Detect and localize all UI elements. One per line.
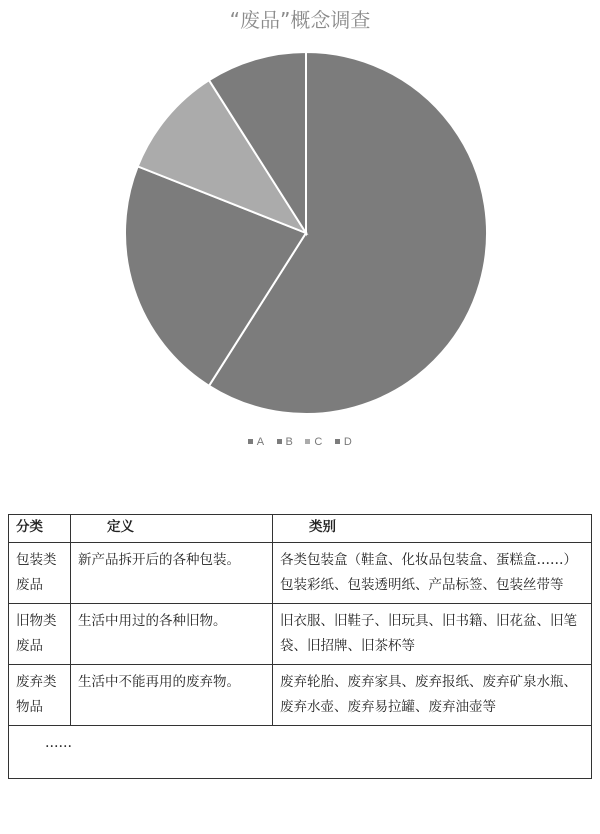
header-types: 类别 — [273, 515, 592, 543]
legend-swatch — [305, 439, 310, 444]
chart-legend — [0, 436, 600, 448]
legend-label: D — [343, 436, 353, 448]
row-category: 旧物类废品 — [9, 604, 71, 665]
table-row — [9, 543, 592, 604]
legend-item-a — [248, 436, 265, 448]
legend-label: C — [314, 436, 323, 448]
legend-item-b — [277, 436, 294, 448]
row-category: 包装类废品 — [9, 543, 71, 604]
chart-title: “废品”概念调查 — [229, 8, 371, 32]
row-category: 废弃类物品 — [9, 665, 71, 726]
legend-swatch — [277, 439, 282, 444]
legend-swatch — [248, 439, 253, 444]
legend-swatch — [335, 439, 340, 444]
row-types: 废弃轮胎、废弃家具、废弃报纸、废弃矿泉水瓶、废弃水壶、废弃易拉罐、废弃油壶等 — [273, 665, 592, 726]
legend-item-c — [305, 436, 322, 448]
header-definition: 定义 — [71, 515, 273, 543]
row-types: 各类包装盒（鞋盒、化妆品包装盒、蛋糕盒……）包装彩纸、包装透明纸、产品标签、包装丝带等 — [273, 543, 592, 604]
row-types: 旧衣服、旧鞋子、旧玩具、旧书籍、旧花盆、旧笔袋、旧招牌、旧茶杯等 — [273, 604, 592, 665]
legend-label: A — [256, 436, 265, 448]
table-ellipsis: …… — [9, 726, 592, 779]
table-footer-row — [9, 726, 592, 779]
table-row — [9, 665, 592, 726]
header-category: 分类 — [9, 515, 71, 543]
legend-item-d — [335, 436, 352, 448]
legend-label: B — [285, 436, 294, 448]
row-definition: 生活中不能再用的废弃物。 — [71, 665, 273, 726]
row-definition: 新产品拆开后的各种包装。 — [71, 543, 273, 604]
category-table — [8, 514, 592, 779]
table-header-row — [9, 515, 592, 543]
row-definition: 生活中用过的各种旧物。 — [71, 604, 273, 665]
table-row — [9, 604, 592, 665]
